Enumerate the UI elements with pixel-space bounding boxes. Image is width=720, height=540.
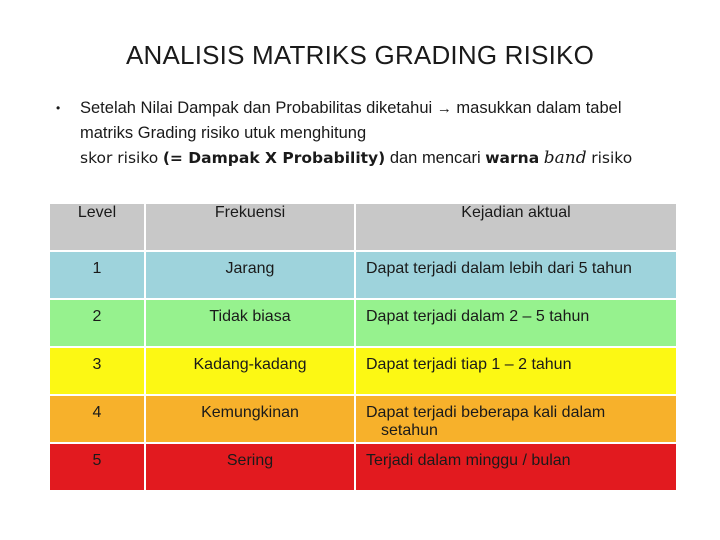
frekuensi-value: Tidak biasa: [209, 308, 291, 325]
risiko-text: risiko: [591, 149, 633, 167]
level-cell: [49, 251, 145, 299]
frekuensi-value: Kemungkinan: [201, 404, 299, 421]
level-value: 4: [92, 404, 102, 421]
table-header-row: [49, 203, 677, 251]
table-row: [49, 347, 677, 395]
table-row: [49, 443, 677, 491]
bullet-text: [56, 96, 706, 171]
header-level: Level: [49, 203, 145, 251]
header-kejadian-aktual: Kejadian aktual: [355, 203, 677, 251]
bullet-line3-text-b: dan mencari: [389, 149, 481, 167]
frekuensi-cell: [145, 347, 355, 395]
bullet-line-2: matriks Grading risiko utuk menghitung: [80, 124, 367, 142]
bullet-line-1: [80, 96, 706, 121]
frekuensi-cell: [145, 395, 355, 443]
kejadian-value: [366, 396, 676, 440]
kejadian-cell: [355, 443, 677, 491]
kejadian-value: Dapat terjadi dalam 2 – 5 tahun: [366, 308, 590, 325]
kejadian-line-2: setahun: [381, 422, 438, 439]
kejadian-cell: [355, 299, 677, 347]
frekuensi-cell: [145, 251, 355, 299]
bullet-dot-icon: •: [56, 101, 61, 115]
bullet-line1-text-b: masukkan dalam tabel: [456, 99, 622, 117]
kejadian-cell: [355, 395, 677, 443]
warna-text: warna: [485, 149, 540, 167]
skor-risiko-text: skor risiko: [80, 149, 159, 167]
frekuensi-value: Kadang-kadang: [193, 356, 307, 373]
kejadian-value: Terjadi dalam minggu / bulan: [366, 452, 571, 469]
frekuensi-cell: [145, 443, 355, 491]
kejadian-value: Dapat terjadi tiap 1 – 2 tahun: [366, 356, 572, 373]
band-text: band: [543, 148, 587, 168]
risk-frequency-table: [48, 202, 678, 492]
formula-text: (= Dampak X Probability): [162, 149, 386, 167]
header-frekuensi: Frekuensi: [145, 203, 355, 251]
table-row: [49, 299, 677, 347]
table-row: [49, 395, 677, 443]
level-cell: [49, 395, 145, 443]
level-value: 2: [92, 308, 102, 325]
kejadian-line-1: Dapat terjadi beberapa kali dalam: [366, 404, 606, 421]
level-cell: [49, 347, 145, 395]
table-row: [49, 251, 677, 299]
kejadian-cell: [355, 347, 677, 395]
level-cell: [49, 299, 145, 347]
level-value: 3: [92, 356, 102, 373]
level-value: 5: [92, 452, 102, 469]
frekuensi-value: Sering: [226, 452, 274, 469]
kejadian-value: Dapat terjadi dalam lebih dari 5 tahun: [366, 260, 632, 277]
instruction-bullet: [56, 96, 706, 171]
level-cell: [49, 443, 145, 491]
level-value: 1: [92, 260, 102, 277]
page-title: ANALISIS MATRIKS GRADING RISIKO: [125, 40, 595, 70]
right-arrow-icon: →: [436, 100, 452, 117]
bullet-line-3: [80, 146, 706, 171]
frekuensi-cell: [145, 299, 355, 347]
bullet-line1-text-a: Setelah Nilai Dampak dan Probabilitas diketahui: [80, 99, 433, 117]
frekuensi-value: Jarang: [225, 260, 275, 277]
kejadian-cell: [355, 251, 677, 299]
